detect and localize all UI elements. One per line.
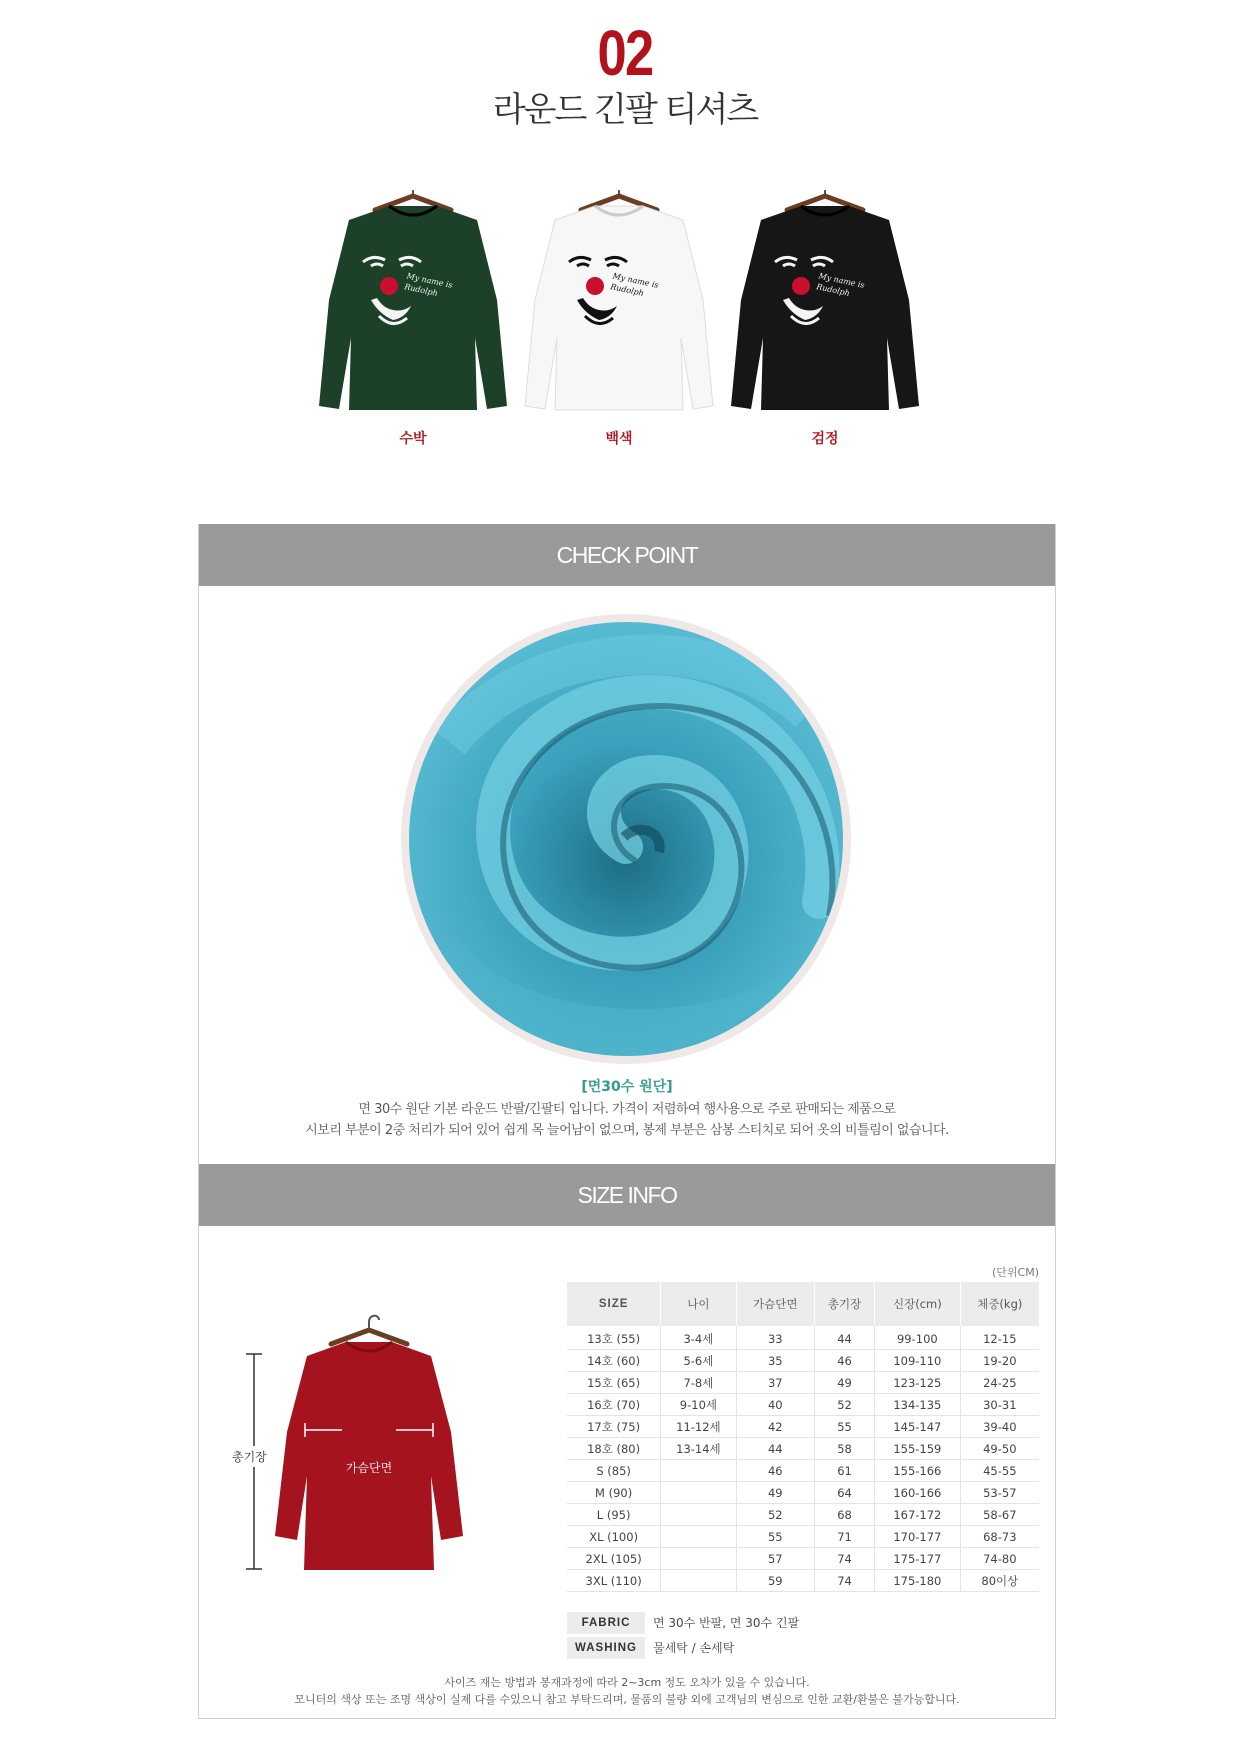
table-cell: 170-177: [875, 1526, 961, 1548]
table-cell: 57: [736, 1548, 814, 1570]
table-cell: 5-6세: [661, 1350, 736, 1372]
table-cell: 52: [736, 1504, 814, 1526]
table-cell: 16호 (70): [567, 1394, 661, 1416]
table-row: [567, 1460, 1039, 1482]
table-cell: 155-166: [875, 1460, 961, 1482]
size-info-section: [198, 1164, 1056, 1719]
table-cell: 71: [815, 1526, 875, 1548]
table-cell: 74-80: [960, 1548, 1039, 1570]
color-label: 검정: [811, 431, 839, 447]
table-row: [567, 1350, 1039, 1372]
table-cell: 13호 (55): [567, 1326, 661, 1350]
table-cell: 3XL (110): [567, 1570, 661, 1592]
shirt-print-text: My name is Rudolph: [815, 271, 866, 299]
table-cell: 44: [736, 1438, 814, 1460]
unit-label: (단위CM): [991, 1266, 1039, 1279]
table-cell: S (85): [567, 1460, 661, 1482]
shirt-option-2[interactable]: [519, 188, 719, 458]
table-cell: 175-180: [875, 1570, 961, 1592]
table-cell: 45-55: [960, 1460, 1039, 1482]
table-cell: 160-166: [875, 1482, 961, 1504]
table-cell: 49: [815, 1372, 875, 1394]
table-cell: 18호 (80): [567, 1438, 661, 1460]
fabric-spec: [567, 1612, 799, 1634]
size-table: [567, 1282, 1039, 1592]
table-cell: 42: [736, 1416, 814, 1438]
fabric-description-line2: 시보리 부분이 2중 처리가 되어 있어 쉽게 목 늘어남이 없으며, 봉제 부분은 삼봉 스티치로 되어 옷의 비틀림이 없습니다.: [305, 1123, 949, 1138]
table-row: [567, 1326, 1039, 1350]
table-row: [567, 1416, 1039, 1438]
table-cell: 13-14세: [661, 1438, 736, 1460]
table-cell: 145-147: [875, 1416, 961, 1438]
table-cell: 46: [815, 1350, 875, 1372]
table-row: [567, 1504, 1039, 1526]
product-number: 02: [597, 17, 653, 89]
size-table-header: 총기장: [815, 1282, 875, 1326]
table-cell: 167-172: [875, 1504, 961, 1526]
table-cell: 39-40: [960, 1416, 1039, 1438]
color-label: 수박: [399, 431, 427, 447]
table-cell: [661, 1570, 736, 1592]
size-table-header: 신장(cm): [875, 1282, 961, 1326]
table-cell: 58: [815, 1438, 875, 1460]
shirt-option-3[interactable]: [725, 188, 925, 458]
table-cell: [661, 1482, 736, 1504]
table-row: [567, 1372, 1039, 1394]
table-cell: 123-125: [875, 1372, 961, 1394]
table-cell: [661, 1526, 736, 1548]
shirt-option-1[interactable]: [313, 188, 513, 458]
table-cell: 12-15: [960, 1326, 1039, 1350]
check-point-section: [198, 524, 1056, 1165]
table-row: [567, 1482, 1039, 1504]
total-length-label: 총기장: [232, 1446, 267, 1467]
table-row: [567, 1526, 1039, 1548]
washing-spec: [567, 1637, 734, 1659]
size-table-header: SIZE: [567, 1282, 661, 1326]
table-row: [567, 1438, 1039, 1460]
fabric-title: [면30수 원단]: [581, 1079, 673, 1095]
size-table-header: 나이: [661, 1282, 736, 1326]
table-cell: 3-4세: [661, 1326, 736, 1350]
table-cell: 17호 (75): [567, 1416, 661, 1438]
table-row: [567, 1548, 1039, 1570]
table-cell: 49: [736, 1482, 814, 1504]
table-cell: 14호 (60): [567, 1350, 661, 1372]
table-cell: XL (100): [567, 1526, 661, 1548]
chest-width-label: 가슴단면: [345, 1461, 393, 1475]
table-cell: 37: [736, 1372, 814, 1394]
table-cell: 24-25: [960, 1372, 1039, 1394]
table-cell: 11-12세: [661, 1416, 736, 1438]
table-cell: [661, 1460, 736, 1482]
table-cell: 55: [815, 1416, 875, 1438]
table-cell: 40: [736, 1394, 814, 1416]
product-title: 라운드 긴팔 티셔츠: [492, 90, 758, 130]
size-table-header: 체중(kg): [960, 1282, 1039, 1326]
fabric-value: 면 30수 반팔, 면 30수 긴팔: [653, 1616, 800, 1630]
table-cell: 74: [815, 1548, 875, 1570]
table-cell: 68-73: [960, 1526, 1039, 1548]
table-cell: 175-177: [875, 1548, 961, 1570]
table-cell: 15호 (65): [567, 1372, 661, 1394]
table-cell: 109-110: [875, 1350, 961, 1372]
table-cell: 61: [815, 1460, 875, 1482]
table-cell: 35: [736, 1350, 814, 1372]
table-cell: 155-159: [875, 1438, 961, 1460]
shirt-print-text: My name is Rudolph: [403, 271, 454, 299]
fabric-description-line1: 면 30수 원단 기본 라운드 반팔/긴팔티 입니다. 가격이 저렴하여 행사용으로 주로 판매되는 제품으로: [358, 1102, 896, 1117]
table-cell: 9-10세: [661, 1394, 736, 1416]
table-cell: 19-20: [960, 1350, 1039, 1372]
color-label: 백색: [605, 431, 633, 447]
washing-value: 물세탁 / 손세탁: [653, 1641, 735, 1655]
table-cell: 44: [815, 1326, 875, 1350]
table-cell: 49-50: [960, 1438, 1039, 1460]
check-point-heading: CHECK POINT: [199, 524, 1055, 586]
table-row: [567, 1394, 1039, 1416]
size-info-heading: SIZE INFO: [199, 1164, 1055, 1226]
table-cell: 58-67: [960, 1504, 1039, 1526]
table-cell: 52: [815, 1394, 875, 1416]
table-cell: 7-8세: [661, 1372, 736, 1394]
fabric-label: FABRIC: [567, 1612, 645, 1634]
washing-label: WASHING: [567, 1637, 645, 1659]
table-cell: 33: [736, 1326, 814, 1350]
size-table-header: 가슴단면: [736, 1282, 814, 1326]
table-cell: 68: [815, 1504, 875, 1526]
table-cell: [661, 1548, 736, 1570]
table-cell: 74: [815, 1570, 875, 1592]
table-cell: 46: [736, 1460, 814, 1482]
table-cell: 30-31: [960, 1394, 1039, 1416]
table-row: [567, 1570, 1039, 1592]
table-cell: 134-135: [875, 1394, 961, 1416]
table-cell: L (95): [567, 1504, 661, 1526]
table-cell: 2XL (105): [567, 1548, 661, 1570]
size-note-line2: 모니터의 색상 또는 조명 색상이 실제 다를 수있으니 참고 부탁드리며, 물품의 불량 외에 고객님의 변심으로 인한 교환/환불은 불가능합니다.: [294, 1693, 960, 1706]
table-cell: 55: [736, 1526, 814, 1548]
table-cell: 53-57: [960, 1482, 1039, 1504]
fabric-image: [409, 622, 843, 1056]
table-cell: 99-100: [875, 1326, 961, 1350]
size-diagram: [219, 1264, 519, 1584]
table-cell: 59: [736, 1570, 814, 1592]
table-cell: [661, 1504, 736, 1526]
table-cell: 64: [815, 1482, 875, 1504]
table-cell: M (90): [567, 1482, 661, 1504]
shirt-print-text: My name is Rudolph: [609, 271, 660, 299]
table-cell: 80이상: [960, 1570, 1039, 1592]
size-note-line1: 사이즈 재는 방법과 봉재과정에 따라 2~3cm 정도 오차가 있을 수 있습니다.: [444, 1676, 810, 1689]
